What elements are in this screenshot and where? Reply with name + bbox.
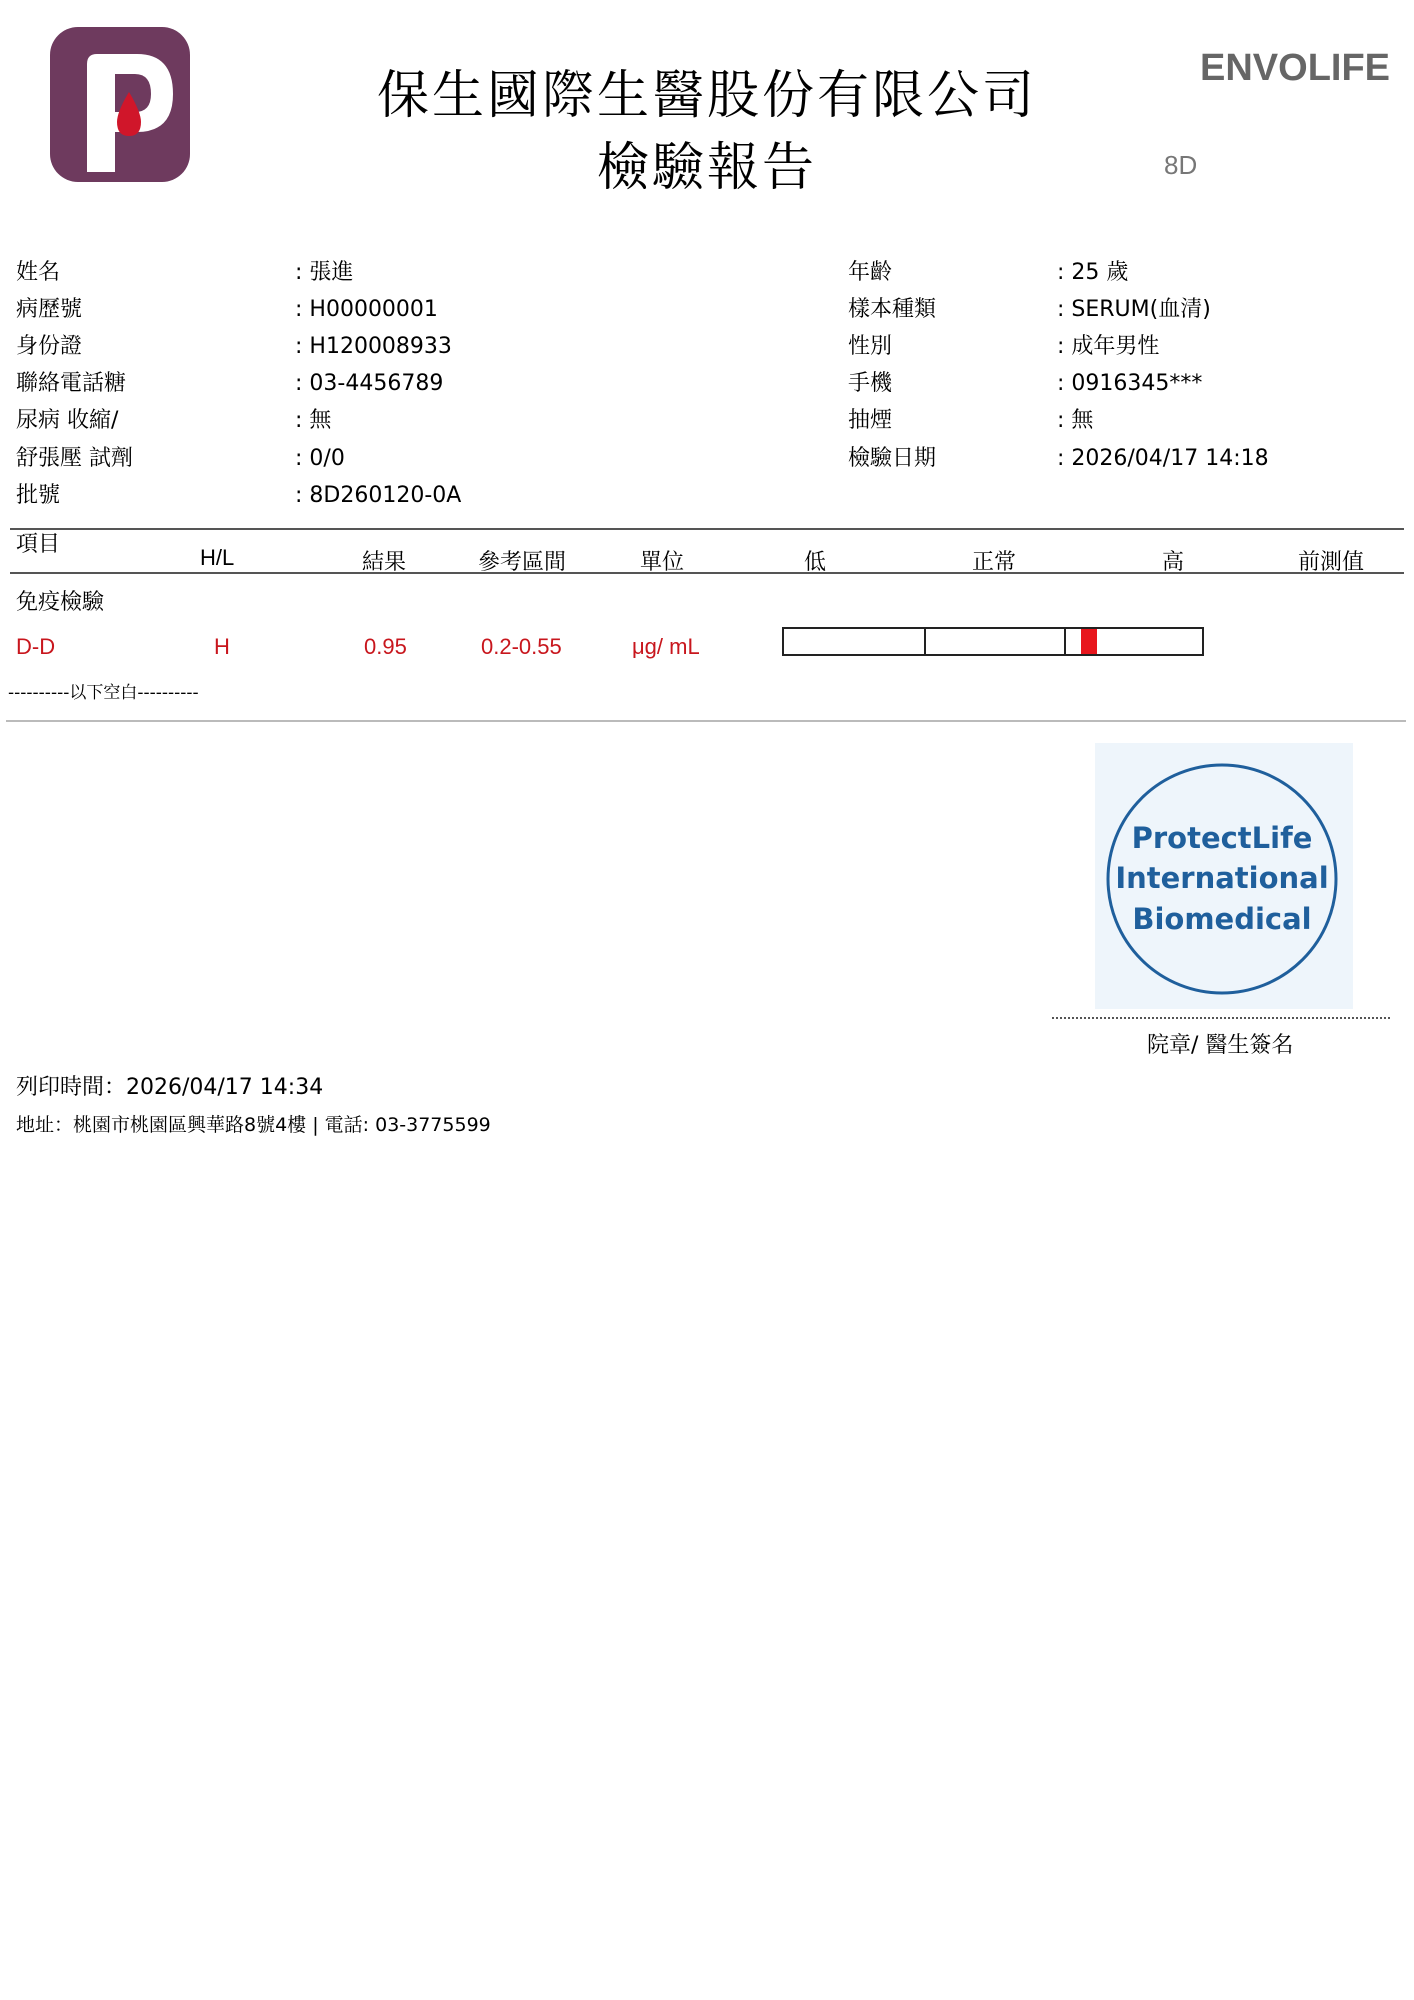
info-label-urine: 尿病 收縮/ (16, 408, 119, 433)
row-unit: μg/ mL (632, 634, 700, 659)
info-value-test-date: : 2026/04/17 14:18 (1057, 446, 1269, 471)
row-item: D-D (16, 634, 56, 659)
stamp-line-2: International (1115, 861, 1329, 895)
col-header-hl: H/L (200, 545, 235, 570)
info-value-sample: : SERUM(血清) (1057, 297, 1211, 322)
info-label-id: 身份證 (16, 334, 83, 359)
range-bar-marker (1081, 629, 1097, 654)
info-value-sex: : 成年男性 (1057, 334, 1160, 359)
info-value-age: : 25 歲 (1057, 260, 1129, 285)
address: 地址：桃園市桃園區興華路8號4樓 | 電話: 03-3775599 (16, 1114, 491, 1136)
col-header-range: 參考區間 (478, 550, 567, 575)
info-value-id: : H120008933 (295, 334, 452, 359)
table-bottom-rule (6, 720, 1406, 722)
info-value-smoking: : 無 (1057, 408, 1094, 433)
signature-label: 院章/ 醫生簽名 (1147, 1033, 1294, 1058)
row-result: 0.95 (364, 634, 407, 659)
info-value-urine: : 無 (295, 408, 332, 433)
info-label-record-no: 病歷號 (16, 297, 83, 322)
col-header-unit: 單位 (640, 550, 685, 575)
info-value-pressure: : 0/0 (295, 446, 345, 471)
brand-logo (1200, 40, 1390, 90)
col-header-result: 結果 (362, 550, 407, 575)
info-label-phone: 聯絡電話糖 (16, 371, 127, 396)
table-header-rule (10, 572, 1404, 574)
info-value-lot: : 8D260120-0A (295, 483, 462, 508)
info-value-record-no: : H00000001 (295, 297, 438, 322)
info-label-test-date: 檢驗日期 (848, 446, 937, 471)
company-name: 保生國際生醫股份有限公司 (376, 66, 1037, 126)
report-code: 8D (1164, 150, 1198, 180)
info-label-smoking: 抽煙 (848, 408, 893, 433)
info-label-sex: 性別 (848, 334, 893, 359)
brand-text: ENVOLIFE (1200, 47, 1390, 89)
col-header-high: 高 (1162, 550, 1185, 575)
info-label-mobile: 手機 (848, 371, 893, 396)
signature-line (1052, 1017, 1390, 1019)
stamp-line-1: ProtectLife (1131, 821, 1313, 855)
col-header-previous: 前測值 (1298, 550, 1365, 575)
col-header-low: 低 (804, 550, 827, 575)
row-range: 0.2-0.55 (481, 634, 562, 659)
info-label-lot: 批號 (16, 483, 61, 508)
range-bar-divider-low (924, 629, 926, 654)
info-label-age: 年齡 (848, 260, 893, 285)
row-hl: H (214, 634, 230, 659)
info-label-name: 姓名 (16, 260, 61, 285)
info-value-phone: : 03-4456789 (295, 371, 444, 396)
hospital-stamp (1095, 743, 1353, 1009)
info-label-sample: 樣本種類 (848, 297, 937, 322)
col-header-item: 項目 (16, 532, 61, 557)
section-title: 免疫檢驗 (16, 590, 105, 615)
print-time: 列印時間：2026/04/17 14:34 (16, 1075, 324, 1100)
info-value-name: : 張進 (295, 260, 354, 285)
end-note: ----------以下空白---------- (8, 683, 199, 703)
table-top-rule (10, 528, 1404, 530)
range-bar (782, 627, 1204, 656)
stamp-line-3: Biomedical (1132, 902, 1312, 936)
info-value-mobile: : 0916345*** (1057, 371, 1203, 396)
info-label-pressure: 舒張壓 試劑 (16, 446, 133, 471)
col-header-normal: 正常 (972, 550, 1017, 575)
report-title: 檢驗報告 (596, 138, 817, 198)
range-bar-divider-high (1064, 629, 1066, 654)
